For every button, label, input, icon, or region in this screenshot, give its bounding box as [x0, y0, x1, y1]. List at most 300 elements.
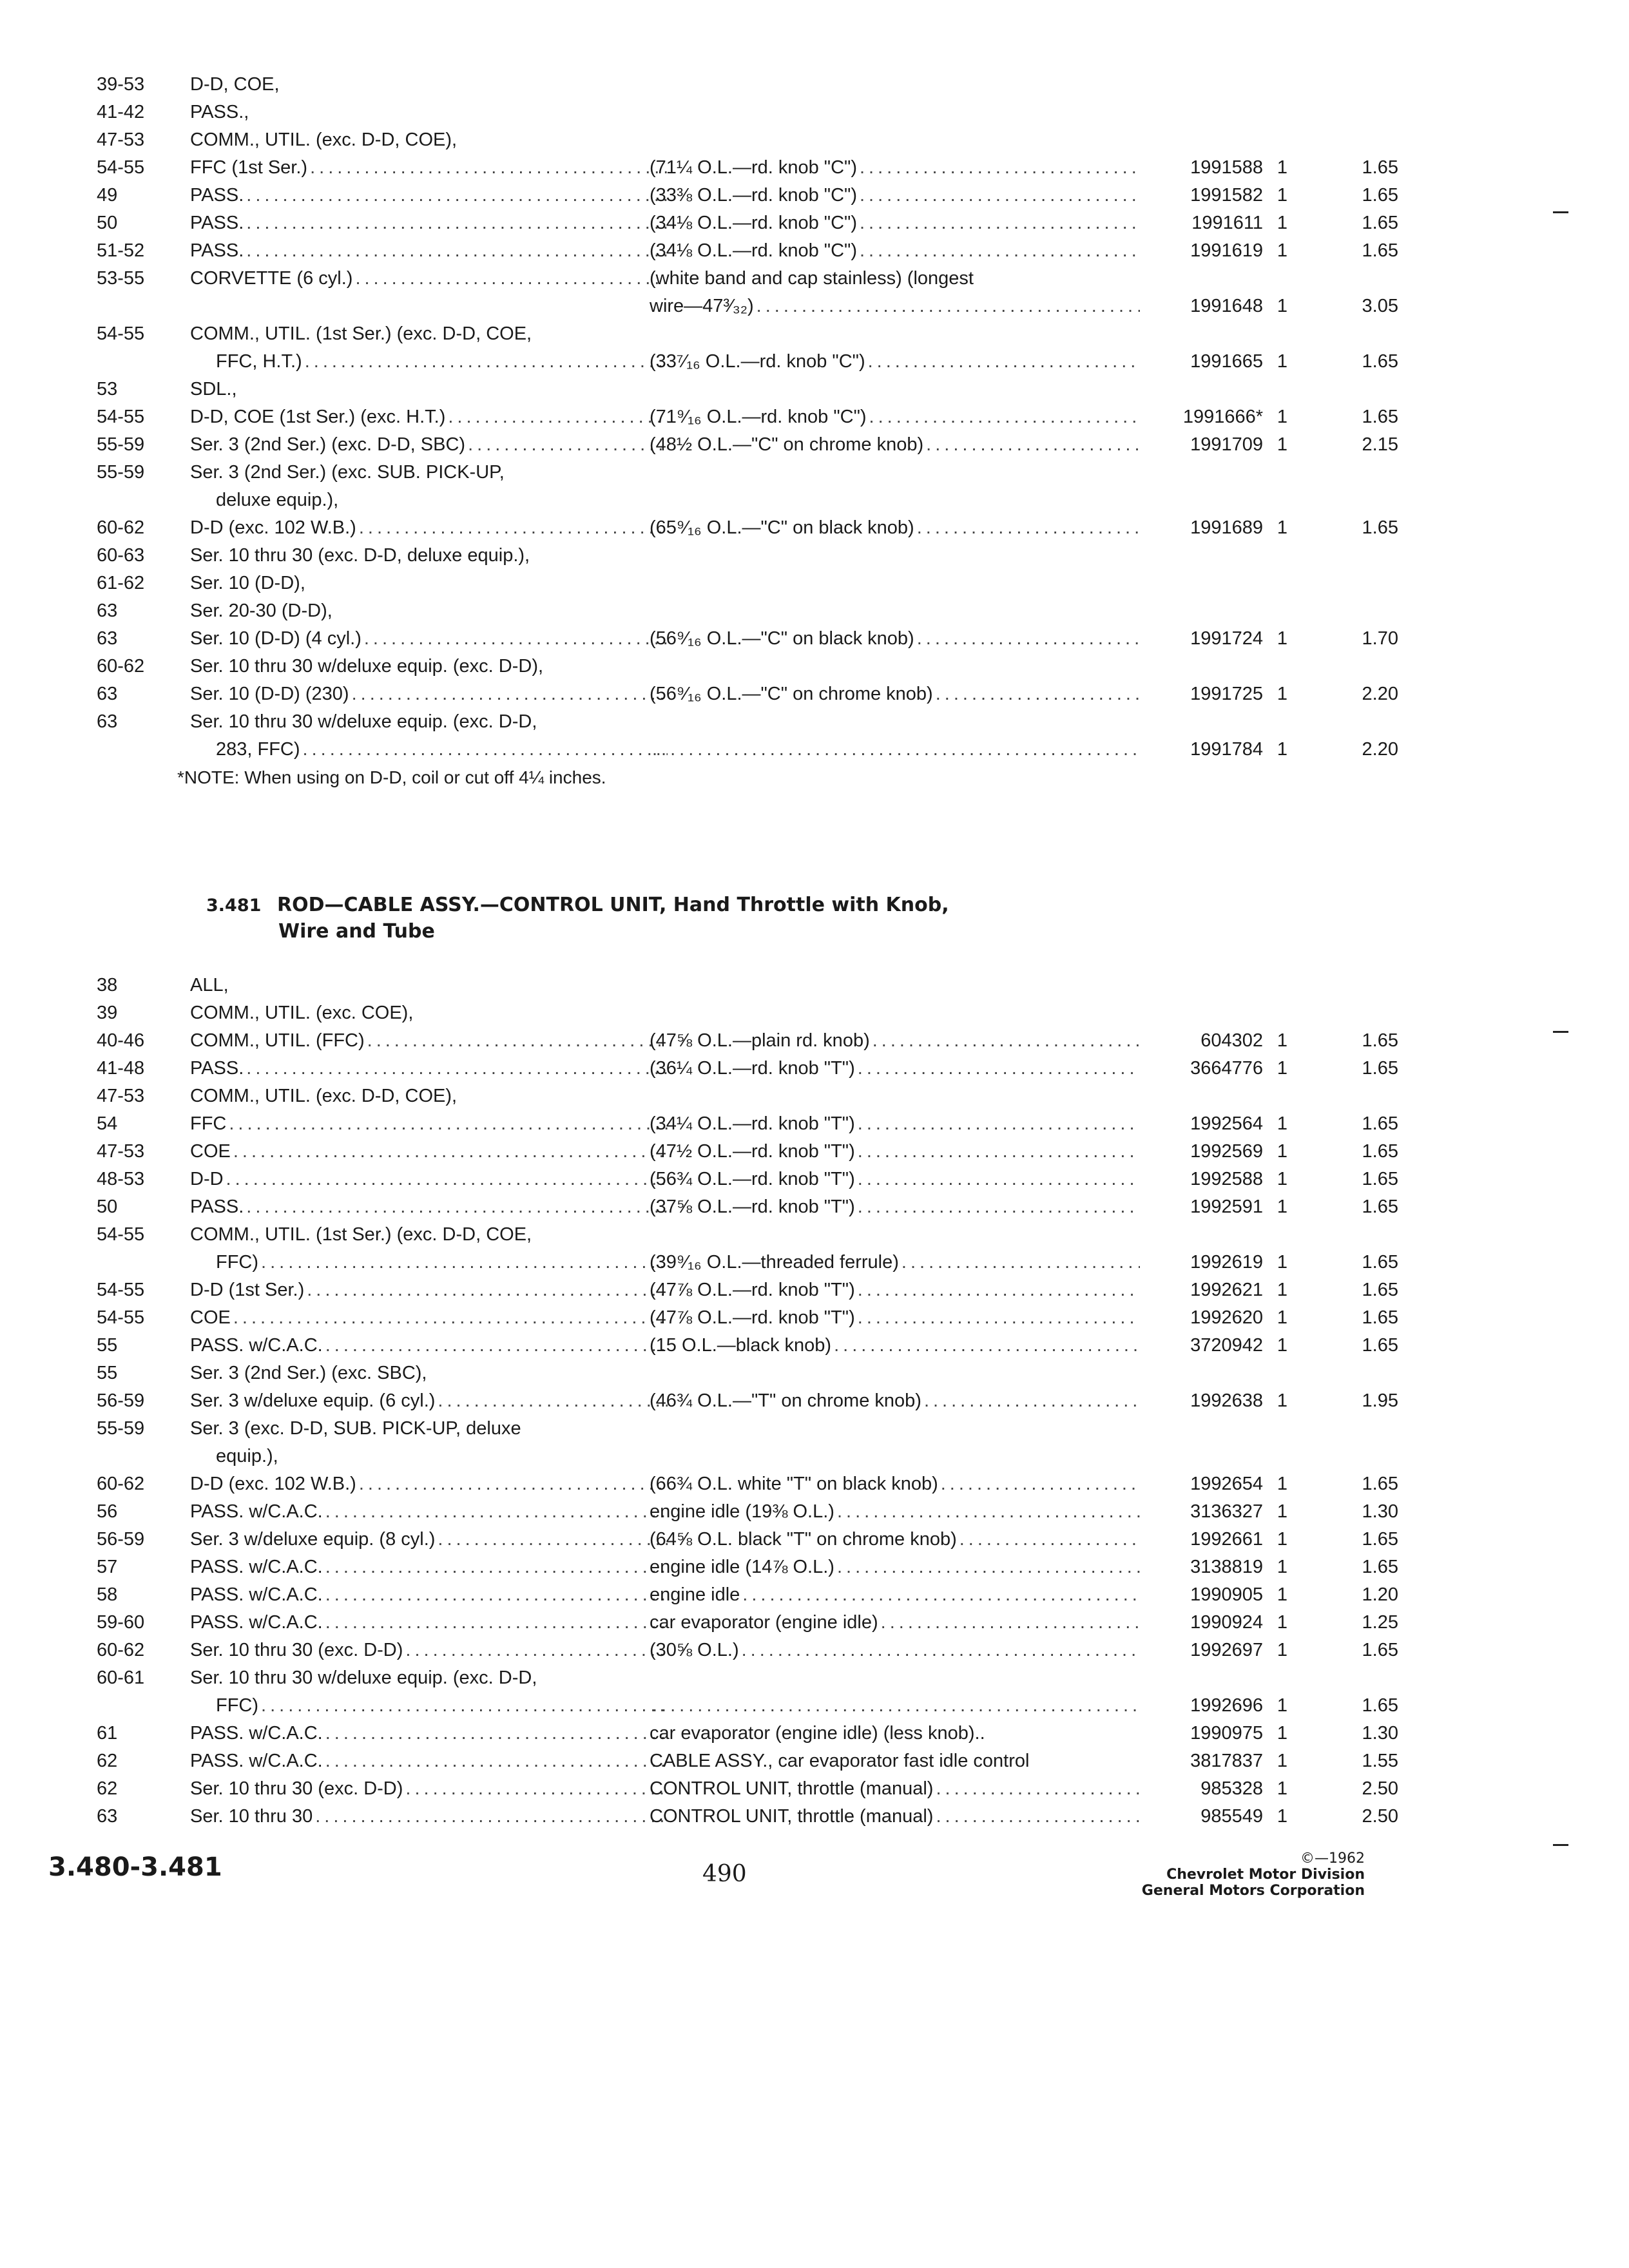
description-text: car evaporator (engine idle) (less knob)..	[650, 1723, 985, 1744]
model-text: Ser. 10 thru 30 w/deluxe equip. (exc. D-D,	[190, 1667, 537, 1688]
year-cell: 62	[97, 1751, 118, 1771]
model-cell	[190, 1664, 677, 1692]
dot-leader	[305, 348, 668, 376]
year-cell: 55-59	[97, 1418, 145, 1439]
price-cell: 1.70	[1362, 628, 1398, 649]
model-cell	[190, 154, 677, 182]
part-number-cell: 985549	[1200, 1806, 1263, 1827]
description-text: (46¾ O.L.—"T" on chrome knob)	[650, 1390, 921, 1411]
model-text: Ser. 10 thru 30 w/deluxe equip. (exc. D-D),	[190, 656, 544, 677]
model-text: COMM., UTIL. (exc. D-D, COE),	[190, 1086, 458, 1106]
description-text: (47⅝ O.L.—plain rd. knob)	[650, 1030, 870, 1051]
model-cell	[190, 1027, 677, 1055]
price-cell: 1.65	[1362, 213, 1398, 233]
model-text: equip.),	[216, 1446, 278, 1466]
quantity-cell: 1	[1277, 1751, 1287, 1771]
dot-leader	[364, 625, 668, 653]
model-text: D-D, COE (1st Ser.) (exc. H.T.)	[190, 407, 446, 427]
model-text: FFC	[190, 1113, 227, 1134]
quantity-cell: 1	[1277, 1252, 1287, 1273]
description-text: (48½ O.L.—"C" on chrome knob)	[650, 434, 924, 455]
price-cell: 1.65	[1362, 185, 1398, 206]
year-cell: 60-62	[97, 1640, 145, 1660]
section-heading-3-481	[206, 892, 1108, 945]
dot-leader	[246, 182, 668, 209]
margin-tick	[1553, 1844, 1568, 1846]
model-cell	[190, 71, 677, 99]
table-row	[97, 1803, 1398, 1831]
table-row	[97, 459, 1321, 486]
quantity-cell: 1	[1277, 157, 1287, 178]
model-cell	[190, 1803, 677, 1831]
part-number-cell: 1991619	[1190, 240, 1263, 261]
table-row	[97, 1498, 1398, 1526]
dot-leader	[229, 1110, 668, 1138]
year-cell: 61-62	[97, 573, 145, 593]
year-cell: 39	[97, 1003, 118, 1023]
dot-leader	[325, 1581, 668, 1609]
table-row	[97, 1332, 1398, 1360]
model-cell	[190, 1276, 677, 1304]
table-row	[97, 1664, 1321, 1692]
model-cell	[190, 1581, 677, 1609]
quantity-cell: 1	[1277, 1307, 1287, 1328]
footnote: *NOTE: When using on D-D, coil or cut off 4¼ inches.	[177, 767, 606, 787]
model-text: FFC, H.T.)	[216, 351, 302, 372]
quantity-cell: 1	[1277, 296, 1287, 316]
dot-leader	[325, 1498, 668, 1526]
table-row	[97, 265, 1321, 293]
part-number-cell: 1992661	[1190, 1529, 1263, 1550]
quantity-cell: 1	[1277, 1113, 1287, 1134]
copyright-block	[1142, 1850, 1365, 1899]
model-cell	[190, 209, 677, 237]
description-text: (64⅝ O.L. black "T" on chrome knob)	[650, 1529, 957, 1550]
part-number-cell: 1992591	[1190, 1196, 1263, 1217]
model-cell	[190, 403, 677, 431]
part-number-cell: 1991611	[1191, 213, 1263, 233]
dot-leader	[359, 514, 668, 542]
year-cell: 54	[97, 1113, 118, 1134]
dot-leader	[226, 1166, 668, 1193]
dot-leader	[261, 1249, 668, 1276]
year-cell: 47-53	[97, 1141, 145, 1162]
table-row	[97, 1027, 1398, 1055]
model-text: 283, FFC)	[216, 739, 300, 760]
model-cell	[190, 625, 677, 653]
dot-leader	[325, 1720, 668, 1747]
table-row	[97, 182, 1398, 209]
price-cell: 2.15	[1362, 434, 1398, 455]
year-cell: 55	[97, 1335, 118, 1356]
quantity-cell: 1	[1277, 434, 1287, 455]
part-number-cell: 1991724	[1190, 628, 1263, 649]
table-row	[97, 1360, 1321, 1387]
model-cell	[190, 1415, 677, 1443]
margin-tick	[1553, 211, 1568, 213]
part-number-cell: 1991709	[1190, 434, 1263, 455]
part-number-cell: 1992588	[1190, 1169, 1263, 1189]
part-number-cell: 3664776	[1190, 1058, 1263, 1079]
section-number: 3.481	[206, 896, 262, 916]
price-cell: 1.65	[1362, 1307, 1398, 1328]
description-text: wire—47³⁄₃₂)	[650, 296, 754, 316]
model-cell	[190, 376, 677, 403]
description-text: (15 O.L.—black knob)	[650, 1335, 832, 1356]
description-text: (47⅞ O.L.—rd. knob "T")	[650, 1280, 855, 1300]
price-cell: 1.65	[1362, 1640, 1398, 1660]
quantity-cell: 1	[1277, 1778, 1287, 1799]
model-cell	[190, 320, 677, 348]
model-cell	[216, 1249, 677, 1276]
description-text: engine idle (19⅜ O.L.)	[650, 1501, 834, 1522]
copyright-division: Chevrolet Motor Division	[1166, 1867, 1365, 1883]
model-text: Ser. 10 thru 30	[190, 1806, 313, 1827]
year-cell: 56	[97, 1501, 118, 1522]
table-row	[97, 1692, 1398, 1720]
description-text: (66¾ O.L. white "T" on black knob)	[650, 1474, 938, 1494]
dot-leader	[233, 1304, 668, 1332]
year-cell: 54-55	[97, 157, 145, 178]
part-number-cell: 1992697	[1190, 1640, 1263, 1660]
model-cell	[190, 265, 677, 293]
model-cell	[190, 653, 677, 680]
quantity-cell: 1	[1277, 213, 1287, 233]
model-cell	[216, 348, 677, 376]
model-text: Ser. 3 w/deluxe equip. (8 cyl.)	[190, 1529, 436, 1550]
model-text: Ser. 10 thru 30 (exc. D-D, deluxe equip.),	[190, 545, 530, 566]
model-cell	[190, 597, 677, 625]
description-text: (36¼ O.L.—rd. knob "T")	[650, 1058, 855, 1079]
model-text: PASS. w/C.A.C.	[190, 1557, 323, 1577]
model-text: Ser. 10 (D-D),	[190, 573, 305, 593]
model-text: COMM., UTIL. (FFC)	[190, 1030, 365, 1051]
model-text: Ser. 3 (2nd Ser.) (exc. SUB. PICK-UP,	[190, 462, 505, 483]
price-cell: 1.30	[1362, 1723, 1398, 1744]
quantity-cell: 1	[1277, 240, 1287, 261]
model-cell	[216, 1443, 677, 1470]
table-row	[97, 570, 1321, 597]
year-cell: 63	[97, 684, 118, 704]
year-cell: 56-59	[97, 1529, 145, 1550]
price-cell: 1.65	[1362, 517, 1398, 538]
model-text: Ser. 10 (D-D) (230)	[190, 684, 349, 704]
model-cell	[190, 1138, 677, 1166]
part-number-cell: 3138819	[1190, 1557, 1263, 1577]
year-cell: 39-53	[97, 74, 145, 95]
model-text: PASS. w/C.A.C.	[190, 1335, 323, 1356]
page-number: 490	[702, 1861, 747, 1887]
price-cell: 1.65	[1362, 1529, 1398, 1550]
dot-leader	[325, 1553, 668, 1581]
margin-tick	[1553, 1031, 1568, 1033]
year-cell: 60-62	[97, 656, 145, 677]
dot-leader	[315, 1803, 668, 1831]
copyright-year: ©—1962	[1300, 1850, 1365, 1867]
year-cell: 63	[97, 601, 118, 621]
dot-leader	[448, 403, 668, 431]
description-text: (33⅜ O.L.—rd. knob "C")	[650, 185, 857, 206]
model-text: SDL.,	[190, 379, 237, 399]
quantity-cell: 1	[1277, 1612, 1287, 1633]
quantity-cell: 1	[1277, 1030, 1287, 1051]
year-cell: 60-61	[97, 1667, 145, 1688]
model-cell	[216, 1692, 677, 1720]
model-text: FFC)	[216, 1252, 259, 1273]
year-cell: 55-59	[97, 462, 145, 483]
price-cell: 1.20	[1362, 1584, 1398, 1605]
model-text: COMM., UTIL. (1st Ser.) (exc. D-D, COE,	[190, 1224, 532, 1245]
dot-leader	[438, 1387, 668, 1415]
model-text: D-D	[190, 1169, 224, 1189]
year-cell: 50	[97, 213, 118, 233]
description-text: (47½ O.L.—rd. knob "T")	[650, 1141, 855, 1162]
dot-leader	[468, 431, 668, 459]
table-row	[97, 376, 1321, 403]
model-text: COE	[190, 1307, 231, 1328]
year-cell: 53-55	[97, 268, 145, 289]
part-number-cell: 1992620	[1190, 1307, 1263, 1328]
price-cell: 1.65	[1362, 1474, 1398, 1494]
part-number-cell: 604302	[1200, 1030, 1263, 1051]
year-cell: 60-62	[97, 517, 145, 538]
year-cell: 56-59	[97, 1390, 145, 1411]
model-text: COMM., UTIL. (1st Ser.) (exc. D-D, COE,	[190, 323, 532, 344]
description-text: (56¾ O.L.—rd. knob "T")	[650, 1169, 855, 1189]
description-text: CABLE ASSY., car evaporator fast idle control	[650, 1751, 1030, 1771]
price-cell: 2.20	[1362, 684, 1398, 704]
year-cell: 41-48	[97, 1058, 145, 1079]
price-cell: 1.65	[1362, 1335, 1398, 1356]
table-row	[97, 348, 1398, 376]
parts-table-3-480	[97, 71, 1398, 797]
table-row	[97, 1138, 1398, 1166]
year-cell: 61	[97, 1723, 118, 1744]
table-row	[97, 1387, 1398, 1415]
model-text: D-D (1st Ser.)	[190, 1280, 305, 1300]
model-cell	[190, 708, 677, 736]
model-cell	[190, 542, 677, 570]
price-cell: 1.65	[1362, 407, 1398, 427]
dot-leader	[246, 1193, 668, 1221]
year-cell: 38	[97, 975, 118, 995]
part-number-cell: 1991665	[1190, 351, 1263, 372]
model-cell	[190, 1166, 677, 1193]
price-cell: 1.65	[1362, 240, 1398, 261]
copyright-corporation: General Motors Corporation	[1141, 1883, 1365, 1899]
table-row	[97, 237, 1398, 265]
year-cell: 54-55	[97, 323, 145, 344]
year-cell: 47-53	[97, 130, 145, 150]
description-text: (56⁹⁄₁₆ O.L.—"C" on black knob)	[650, 628, 914, 649]
part-number-cell: 1991582	[1190, 185, 1263, 206]
year-cell: 54-55	[97, 1224, 145, 1245]
table-row	[97, 597, 1321, 625]
price-cell: 1.25	[1362, 1612, 1398, 1633]
table-row	[97, 708, 1321, 736]
model-text: FFC (1st Ser.)	[190, 157, 308, 178]
quantity-cell: 1	[1277, 1280, 1287, 1300]
model-cell	[190, 1637, 677, 1664]
parts-table-3-481	[97, 972, 1398, 1831]
model-text: Ser. 3 w/deluxe equip. (6 cyl.)	[190, 1390, 436, 1411]
model-text: PASS.	[190, 213, 244, 233]
model-cell	[190, 999, 677, 1027]
table-row	[97, 320, 1321, 348]
table-row	[97, 1110, 1398, 1138]
description-text: (71⁹⁄₁₆ O.L.—rd. knob "C")	[650, 407, 867, 427]
model-text: CORVETTE (6 cyl.)	[190, 268, 353, 289]
price-cell: 2.50	[1362, 1806, 1398, 1827]
model-cell	[190, 459, 677, 486]
model-cell	[190, 99, 677, 126]
model-cell	[190, 514, 677, 542]
quantity-cell: 1	[1277, 739, 1287, 760]
price-cell: 1.65	[1362, 1030, 1398, 1051]
part-number-cell: 985328	[1200, 1778, 1263, 1799]
model-cell	[190, 237, 677, 265]
dot-leader	[325, 1609, 668, 1637]
quantity-cell: 1	[1277, 1335, 1287, 1356]
quantity-cell: 1	[1277, 1196, 1287, 1217]
model-text: PASS.	[190, 185, 244, 206]
dot-leader	[233, 1138, 668, 1166]
model-cell	[190, 1332, 677, 1360]
table-row	[97, 1221, 1321, 1249]
model-text: COMM., UTIL. (exc. D-D, COE),	[190, 130, 458, 150]
table-row	[97, 1304, 1398, 1332]
table-row	[97, 1276, 1398, 1304]
year-cell: 55	[97, 1363, 118, 1383]
description-text: car evaporator (engine idle)	[650, 1612, 878, 1633]
part-number-cell: 1992638	[1190, 1390, 1263, 1411]
quantity-cell: 1	[1277, 1557, 1287, 1577]
part-number-cell: 1991784	[1190, 739, 1263, 760]
year-cell: 54-55	[97, 407, 145, 427]
table-row	[97, 1526, 1398, 1553]
year-cell: 62	[97, 1778, 118, 1799]
model-text: ALL,	[190, 975, 229, 995]
quantity-cell: 1	[1277, 1806, 1287, 1827]
model-cell	[190, 1387, 677, 1415]
price-cell: 1.65	[1362, 1695, 1398, 1716]
table-row	[97, 999, 1321, 1027]
year-cell: 58	[97, 1584, 118, 1605]
year-cell: 63	[97, 628, 118, 649]
dot-leader	[325, 1332, 668, 1360]
table-row	[97, 209, 1398, 237]
table-row	[97, 154, 1398, 182]
quantity-cell: 1	[1277, 1390, 1287, 1411]
dot-leader	[246, 209, 668, 237]
description-text: (56⁹⁄₁₆ O.L.—"C" on chrome knob)	[650, 684, 933, 704]
description-text: (39⁹⁄₁₆ O.L.—threaded ferrule)	[650, 1252, 899, 1273]
part-number-cell: 1991588	[1190, 157, 1263, 178]
year-cell: 47-53	[97, 1086, 145, 1106]
table-row	[97, 403, 1398, 431]
quantity-cell: 1	[1277, 1141, 1287, 1162]
model-text: COE	[190, 1141, 231, 1162]
price-cell: 1.65	[1362, 1113, 1398, 1134]
part-number-cell: 1992619	[1190, 1252, 1263, 1273]
year-cell: 54-55	[97, 1307, 145, 1328]
model-text: Ser. 10 thru 30 (exc. D-D)	[190, 1640, 403, 1660]
quantity-cell: 1	[1277, 407, 1287, 427]
quantity-cell: 1	[1277, 1501, 1287, 1522]
model-cell	[216, 486, 677, 514]
model-cell	[190, 431, 677, 459]
dot-leader	[246, 1055, 668, 1082]
description-text: (37⅝ O.L.—rd. knob "T")	[650, 1196, 855, 1217]
model-cell	[190, 1304, 677, 1332]
model-cell	[190, 570, 677, 597]
model-text: D-D (exc. 102 W.B.)	[190, 1474, 356, 1494]
table-row	[97, 71, 1321, 99]
description-text: (34⅛ O.L.—rd. knob "C")	[650, 213, 857, 233]
model-cell	[190, 1720, 677, 1747]
model-text: PASS.	[190, 240, 244, 261]
year-cell: 51-52	[97, 240, 145, 261]
table-row	[97, 1055, 1398, 1082]
model-cell	[190, 1747, 677, 1775]
model-cell	[190, 1221, 677, 1249]
price-cell: 1.30	[1362, 1501, 1398, 1522]
part-number-cell: 1992621	[1190, 1280, 1263, 1300]
description-text: CONTROL UNIT, throttle (manual)	[650, 1806, 934, 1827]
model-text: PASS. w/C.A.C.	[190, 1723, 323, 1744]
model-cell	[190, 1553, 677, 1581]
model-cell	[190, 1498, 677, 1526]
quantity-cell: 1	[1277, 1584, 1287, 1605]
part-number-cell: 3817837	[1190, 1751, 1263, 1771]
year-cell: 63	[97, 711, 118, 732]
part-number-cell: 1990905	[1190, 1584, 1263, 1605]
table-row	[97, 972, 1321, 999]
model-cell	[190, 1526, 677, 1553]
table-row	[97, 514, 1398, 542]
table-row	[97, 680, 1398, 708]
table-row	[97, 1581, 1398, 1609]
price-cell: 1.65	[1362, 1196, 1398, 1217]
year-cell: 55-59	[97, 434, 145, 455]
model-cell	[190, 1470, 677, 1498]
model-text: D-D (exc. 102 W.B.)	[190, 517, 356, 538]
table-row	[97, 542, 1321, 570]
dot-leader	[438, 1526, 668, 1553]
part-number-cell: 3136327	[1190, 1501, 1263, 1522]
model-text: D-D, COE,	[190, 74, 280, 95]
model-text: Ser. 10 (D-D) (4 cyl.)	[190, 628, 361, 649]
model-cell	[216, 736, 677, 764]
description-text: (30⅝ O.L.)	[650, 1640, 739, 1660]
model-text: PASS.	[190, 1196, 244, 1217]
description-text: engine idle	[650, 1584, 740, 1605]
model-cell	[190, 972, 677, 999]
table-row	[97, 736, 1398, 764]
dot-leader	[359, 1470, 668, 1498]
price-cell: 1.95	[1362, 1390, 1398, 1411]
year-cell: 54-55	[97, 1280, 145, 1300]
price-cell: 2.50	[1362, 1778, 1398, 1799]
dot-leader	[307, 1276, 668, 1304]
quantity-cell: 1	[1277, 351, 1287, 372]
model-text: COMM., UTIL. (exc. COE),	[190, 1003, 414, 1023]
model-text: Ser. 3 (2nd Ser.) (exc. SBC),	[190, 1363, 427, 1383]
year-cell: 59-60	[97, 1612, 145, 1633]
part-number-cell: 1991725	[1190, 684, 1263, 704]
quantity-cell: 1	[1277, 185, 1287, 206]
price-cell: 1.65	[1362, 1280, 1398, 1300]
